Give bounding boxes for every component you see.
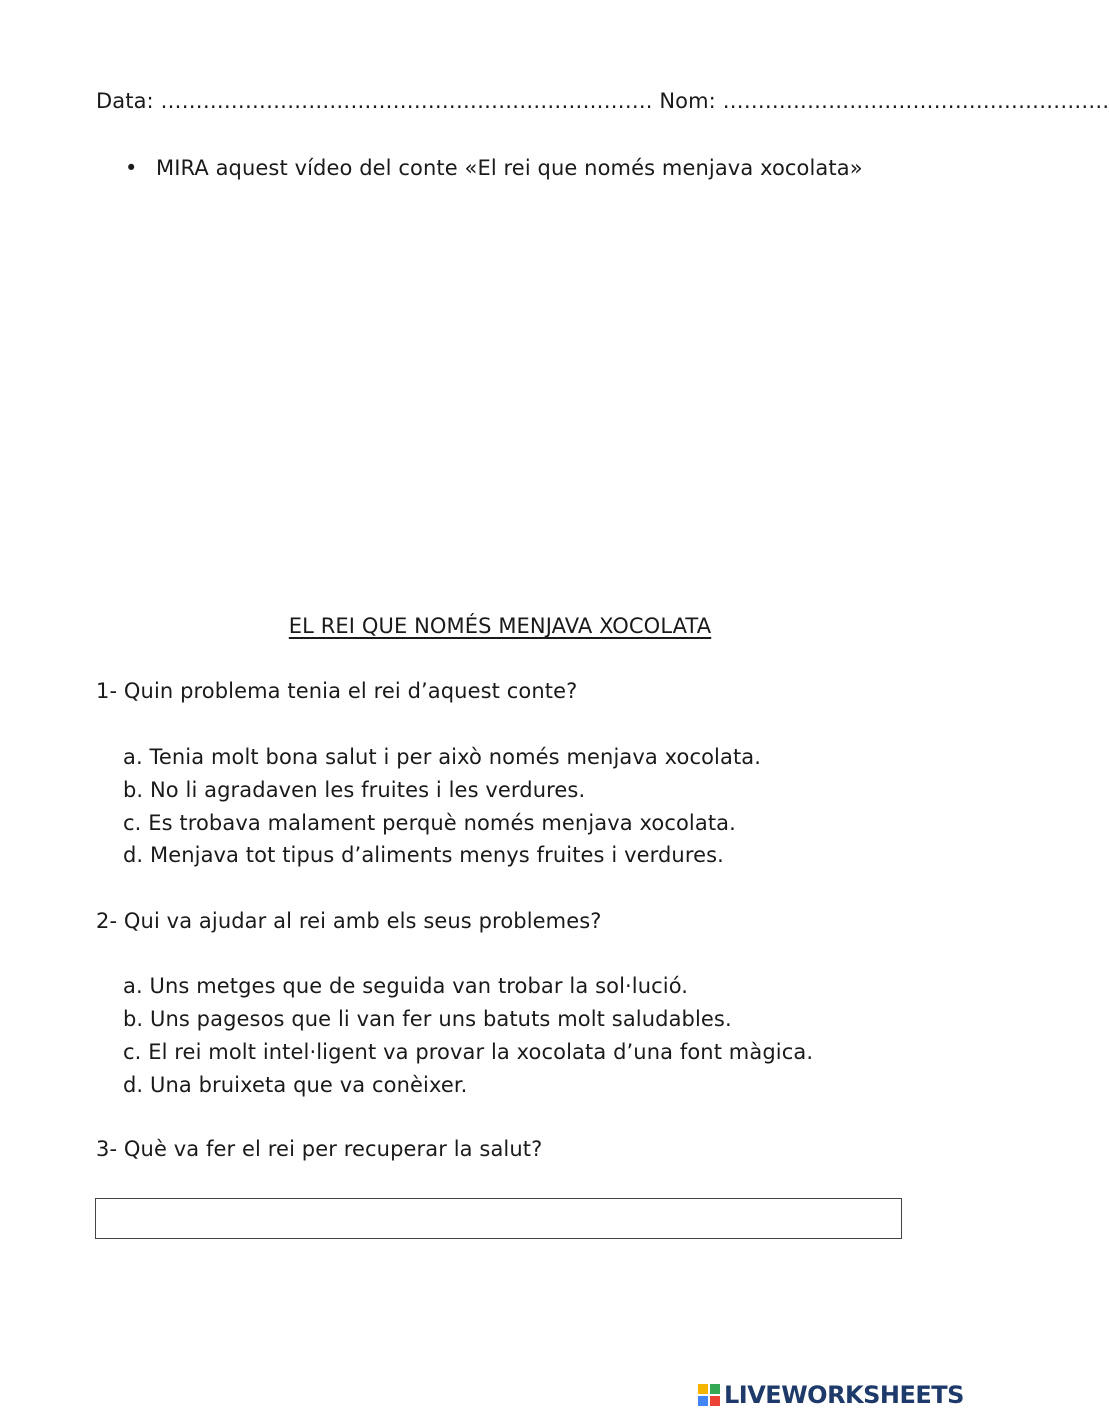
logo-text: LIVEWORKSHEETS xyxy=(724,1381,964,1409)
question-2: 2- Qui va ajudar al rei amb els seus problemes? xyxy=(96,909,602,933)
question-3-answer-input[interactable] xyxy=(95,1198,902,1239)
header-date-name-line: Data: ……………………………………………………………. Nom: ………………………………………………. xyxy=(96,89,1109,113)
logo-square-green xyxy=(709,1383,721,1395)
logo-square-yellow xyxy=(697,1383,709,1395)
bullet-icon: • xyxy=(125,156,138,180)
question-1-option-d[interactable]: d. Menjava tot tipus d’aliments menys fruites i verdures. xyxy=(123,843,724,867)
logo-square-red xyxy=(709,1395,721,1407)
question-2-option-a[interactable]: a. Uns metges que de seguida van trobar la sol·lució. xyxy=(123,974,689,998)
question-1-option-a[interactable]: a. Tenia molt bona salut i per això només menjava xocolata. xyxy=(123,745,762,769)
intro-instruction xyxy=(125,156,863,180)
intro-text: MIRA aquest vídeo del conte «El rei que només menjava xocolata» xyxy=(156,156,863,180)
question-2-option-b[interactable]: b. Uns pagesos que li van fer uns batuts molt saludables. xyxy=(123,1007,732,1031)
question-3: 3- Què va fer el rei per recuperar la salut? xyxy=(96,1137,543,1161)
logo-square-blue xyxy=(697,1395,709,1407)
worksheet-title: EL REI QUE NOMÉS MENJAVA XOCOLATA xyxy=(288,614,712,638)
question-1-option-c[interactable]: c. Es trobava malament perquè només menjava xocolata. xyxy=(123,811,736,835)
liveworksheets-logo-icon xyxy=(697,1383,721,1407)
question-1-option-b[interactable]: b. No li agradaven les fruites i les verdures. xyxy=(123,778,586,802)
question-1: 1- Quin problema tenia el rei d’aquest conte? xyxy=(96,679,578,703)
question-2-option-d[interactable]: d. Una bruixeta que va conèixer. xyxy=(123,1073,468,1097)
liveworksheets-logo xyxy=(697,1381,964,1409)
question-2-option-c[interactable]: c. El rei molt intel·ligent va provar la xocolata d’una font màgica. xyxy=(123,1040,814,1064)
